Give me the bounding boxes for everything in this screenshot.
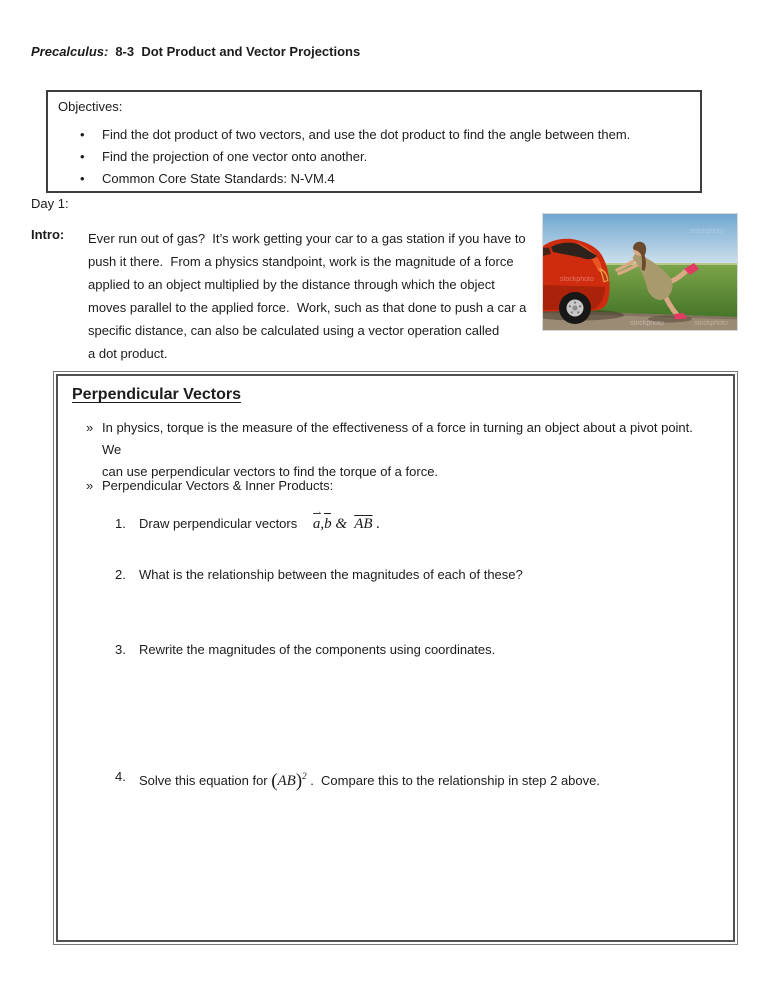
math-paren-close: ) [295, 770, 303, 792]
day-label: Day 1: [31, 196, 69, 211]
segment-ab: $\overline{AB}$ [354, 516, 373, 532]
math-paren-open: ( [271, 770, 278, 792]
wheel-lug [577, 311, 579, 313]
course-name: Precalculus: [31, 44, 109, 59]
bullet-text [102, 475, 716, 497]
page-title [31, 44, 360, 59]
watermark-text: stockphoto [560, 276, 594, 283]
intro-line: moves parallel to the applied force. Work, such as that done to push a car a [88, 300, 527, 315]
wheel-lug [574, 301, 576, 303]
intro-line: push it there. From a physics standpoint, work is the magnitude of a force [88, 254, 514, 269]
vector-b [324, 514, 332, 535]
math-ab: AB [277, 773, 296, 789]
question-text: Rewrite the magnitudes of the components using coordinates. [139, 642, 496, 657]
chevron-bullet-marker: » [86, 420, 94, 435]
wheel-lug [569, 305, 571, 307]
question-text [139, 766, 715, 792]
question-number: 4. [115, 769, 126, 784]
intro-line: a dot product. [88, 346, 168, 361]
intro-label: Intro: [31, 227, 65, 242]
watermark-text: stockphoto [630, 320, 664, 327]
watermark-text: stockphoto [694, 320, 728, 327]
chevron-bullet-marker: » [86, 478, 94, 493]
intro-line: applied to an object multiplied by the distance through which the object [88, 277, 495, 292]
math-expression [313, 516, 380, 532]
question-1 [115, 513, 715, 535]
lesson-title: 8-3 Dot Product and Vector Projections [115, 44, 361, 59]
math-comma: , [320, 516, 325, 532]
wheel-lug [571, 311, 573, 313]
objectives-box [46, 90, 702, 193]
car-wheel-center [572, 305, 577, 310]
intro-line: specific distance, can also be calculated using a vector operation called [88, 323, 500, 338]
bullet-line: can use perpendicular vectors to find the torque of a force. [102, 464, 439, 479]
math-period: . [376, 516, 381, 532]
intro-paragraph [88, 227, 538, 365]
car-push-photo [542, 213, 738, 331]
question-pre-text: Draw perpendicular vectors [139, 516, 298, 531]
question-4 [115, 766, 715, 792]
objective-item: • Find the projection of one vector onto another. [48, 146, 700, 168]
section-bullet [86, 417, 716, 483]
objective-item: • Find the dot product of two vectors, and use the dot product to find the angle between them. [48, 124, 700, 146]
section-heading: Perpendicular Vectors [72, 386, 241, 403]
question-text [139, 513, 715, 535]
question-number: 3. [115, 642, 126, 657]
question-number: 1. [115, 516, 126, 531]
question-pre-text: Solve this equation for [139, 773, 268, 788]
watermark-text: stockphoto [690, 228, 724, 235]
math-ampersand: & [335, 516, 348, 532]
vector-a [313, 514, 321, 535]
perpendicular-vectors-box-inner [56, 374, 735, 942]
bullet-text [102, 417, 716, 483]
question-number: 2. [115, 567, 126, 582]
question-2 [115, 564, 715, 585]
objectives-list [48, 124, 700, 190]
math-expression [271, 770, 307, 792]
wheel-lug [579, 305, 581, 307]
question-post-text: . Compare this to the relationship in step 2 above. [306, 773, 600, 788]
question-text: What is the relationship between the magnitudes of each of these? [139, 567, 523, 582]
car-push-photo-svg [542, 213, 738, 331]
vector-a-letter: a [312, 516, 321, 532]
section-bullet [86, 475, 716, 497]
question-3 [115, 639, 715, 660]
objective-item: • Common Core State Standards: N-VM.4 [48, 168, 700, 190]
math-exponent: 2 [302, 771, 307, 781]
intro-line: Ever run out of gas? It’s work getting your car to a gas station if you have to [88, 231, 526, 246]
perpendicular-vectors-box [53, 371, 738, 945]
objectives-label: Objectives: [58, 99, 123, 114]
bullet-line: In physics, torque is the measure of the effectiveness of a force in turning an object about a pivot point. We [102, 420, 697, 457]
vector-b-letter: b [324, 516, 332, 532]
bullet-line: Perpendicular Vectors & Inner Products: [102, 478, 334, 493]
